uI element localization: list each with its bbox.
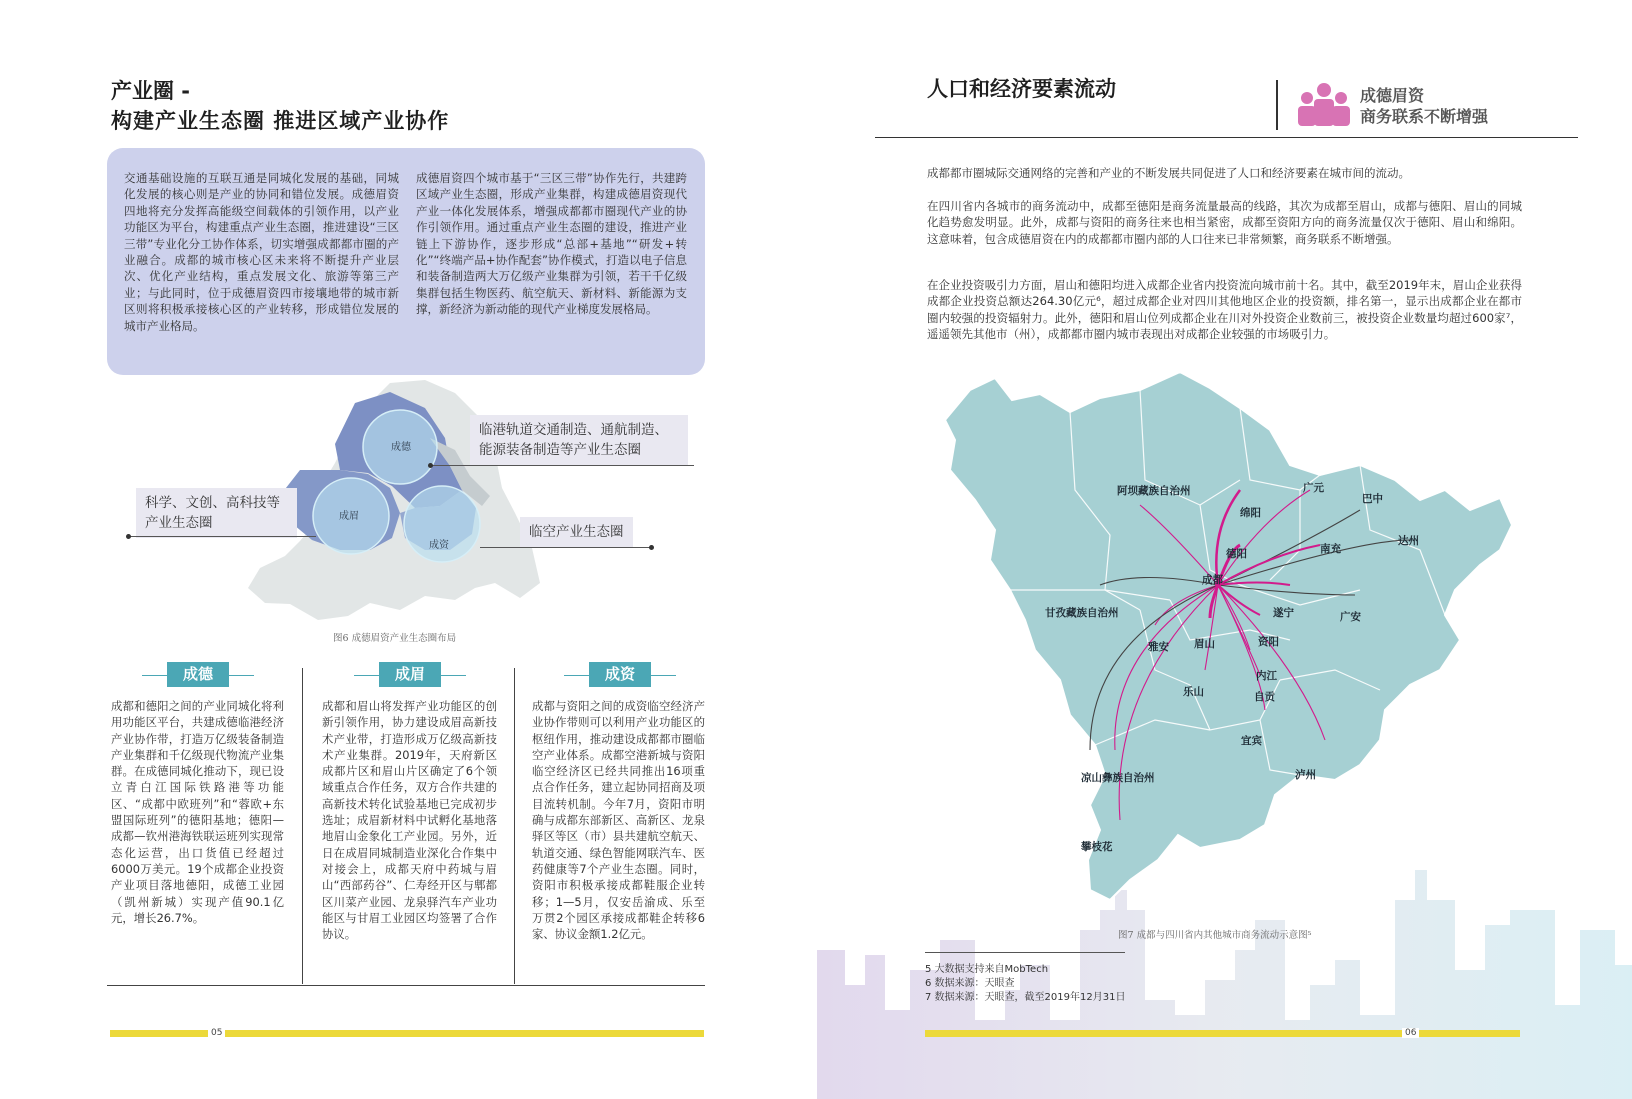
intro-text-col2: 成德眉资四个城市基于“三区三带”协作先行，共建跨区域产业生态圈，形成产业集群，构建成德眉资现代产业一体化发展体系，增强成都都市圈现代产业的协作引领作用。通过重点产业生态圈的建设，推进产业链上下游协作，逐步形成“总部+基地”“研发+转化”“终端产品+协作配套”协作模式，打造以电子信息和装备制造两大万亿级产业集群为引领，若干千亿级集群包括生物医药、航空航天、新材料、新能源为支撑，新经济为新动能的现代产业梯度发展格局。: [416, 171, 687, 317]
map-city: 遂宁: [1273, 607, 1294, 619]
map-city: 资阳: [1258, 636, 1279, 648]
map-label-chengde: 成德: [391, 442, 411, 453]
map-city: 泸州: [1295, 769, 1316, 781]
callout-top-dot: [428, 463, 433, 468]
callout-left: 科学、文创、高科技等产业生态圈: [136, 488, 297, 538]
footnote-3: 7 数据来源：天眼查，截至2019年12月31日: [925, 992, 1126, 1003]
callout-right-dot: [649, 545, 654, 550]
columns-bottom-rule: [107, 985, 705, 986]
right-paragraph-2: 在四川省内各城市的商务流动中，成都至德阳是商务流量最高的线路，其次为成都至眉山，成都与德阳、眉山的同城化趋势愈发明显。此外，成都与资阳的商务往来也相当紧密，成都至资阳方向的商务流量仅次于德阳、眉山和绵阳。这意味着，包含成德眉资在内的成都都市圈内部的人口往来已非常频繁，商务联系不断增强。: [927, 199, 1522, 246]
map-label-chengzi: 成资: [429, 540, 449, 551]
map-city: 南充: [1320, 543, 1341, 555]
right-paragraph-1: 成都都市圈城际交通网络的完善和产业的不断发展共同促进了人口和经济要素在城市间的流动。: [927, 166, 1410, 180]
page-number-right: 06: [1402, 1028, 1419, 1038]
chengmei-text: 成都和眉山将发挥产业功能区的创新引领作用，协力建设成眉高新技术产业带，打造形成万亿级高新技术产业集群。2019年，天府新区成都片区和眉山片区确定了6个领域重点合作任务，双方合作共建的高新技术转化试验基地已完成初步选址；成眉新材料中试孵化基地落地眉山金象化工产业园。另外，近日在成眉同城制造业深化合作集中对接会上，成都天府中药城与眉山“西部药谷”、仁寿经开区与郫都区川菜产业园、龙泉驿汽车产业功能区与甘眉工业园区均签署了合作协议。: [322, 699, 497, 942]
figure6-caption: 图6 成德眉资产业生态圈布局: [333, 633, 457, 644]
map-city: 自贡: [1254, 691, 1275, 703]
chengzi-text: 成都与资阳之间的成资临空经济产业协作带则可以利用产业功能区的枢纽作用，推动建设成都都市圈临空产业体系。成都空港新城与资阳临空经济区已经共同推出16项重点合作任务，建立起协同招商及项目流转机制。今年7月，资阳市明确与成都东部新区、高新区、龙泉驿区等区（市）县共建航空航天、轨道交通、绿色智能网联汽车、医药健康等7个产业生态圈。同时，资阳市积极承接成都鞋服企业转移；1—5月，仅安岳渝成、乐至万贯2个园区承接成都鞋企转移6家、协议金额1.2亿元。: [532, 699, 705, 942]
right-page-title: 人口和经济要素流动: [927, 77, 1116, 101]
chengde-text: 成都和德阳之间的产业同城化将利用功能区平台，共建成德临港经济产业协作带，打造万亿级装备制造产业集群和千亿级现代物流产业集群。在成德同城化推动下，现已设立青白江国际铁路港等功能区、“成都中欧班列”和“蓉欧+东盟国际班列”的德阳基地；德阳—成都—钦州港海铁联运班列实现常态化运营，出口货值已经超过6000万美元。19个成都企业投资产业项目落地德阳，成德工业园（凯州新城）实现产值90.1亿元，增长26.7%。: [111, 699, 284, 925]
map-city: 广安: [1340, 611, 1361, 623]
map-city: 宜宾: [1241, 735, 1262, 747]
map-city: 巴中: [1362, 493, 1383, 505]
callout-left-line: [128, 536, 316, 537]
column-divider-2: [514, 668, 515, 984]
chip-chengde: 成德: [167, 662, 229, 687]
map-center-chengdu: 成都: [1202, 574, 1223, 586]
right-title-rule: [875, 137, 1578, 138]
page-number-left: 05: [208, 1028, 225, 1038]
chip-chengzi: 成资: [589, 662, 651, 687]
callout-left-dot: [126, 534, 131, 539]
map-city: 内江: [1256, 670, 1277, 682]
map-city: 眉山: [1194, 638, 1215, 650]
badge-line1: 成德眉资: [1360, 86, 1425, 105]
people-icon: [1296, 82, 1352, 127]
map-city: 攀枝花: [1081, 841, 1113, 853]
sichuan-flow-map: [940, 370, 1520, 910]
map-city: 达州: [1398, 535, 1419, 547]
map-city: 甘孜藏族自治州: [1045, 607, 1119, 619]
footer-bar-left: [110, 1030, 704, 1037]
page-title-line2: 构建产业生态圈 推进区域产业协作: [111, 109, 450, 133]
column-divider-1: [302, 668, 303, 984]
page-title-line1: 产业圈 -: [111, 79, 191, 103]
callout-top: 临港轨道交通制造、通航制造、能源装备制造等产业生态圈: [470, 415, 688, 465]
map-city: 凉山彝族自治州: [1081, 772, 1155, 784]
map-city: 雅安: [1148, 641, 1169, 653]
map-city: 绵阳: [1240, 507, 1261, 519]
map-city: 广元: [1303, 482, 1324, 494]
footer-bar-right: [925, 1030, 1520, 1037]
badge-line2: 商务联系不断增强: [1360, 107, 1489, 126]
footnote-1: 5 大数据支持来自MobTech: [925, 964, 1049, 975]
footnote-rule: [925, 952, 1125, 953]
map-label-chengmei: 成眉: [339, 511, 359, 522]
map-city: 乐山: [1183, 686, 1204, 698]
title-divider: [1276, 80, 1278, 130]
footnote-2: 6 数据来源：天眼查: [925, 978, 1015, 989]
chip-chengmei: 成眉: [379, 662, 441, 687]
intro-text-col1: 交通基础设施的互联互通是同城化发展的基础，同城化发展的核心则是产业的协同和错位发展。成德眉资四地将充分发挥高能级空间载体的引领作用，以产业功能区为平台，构建重点产业生态圈，推进建设“三区三带”专业化分工协作体系，切实增强成都都市圈的产业融合。成都的城市核心区未来将不断提升产业层次、优化产业结构，重点发展文化、旅游等第三产业；与此同时，位于成德眉资四市接壤地带的城市新区则将积极承接核心区的产业转移，形成错位发展的城市产业格局。: [124, 171, 399, 333]
right-paragraph-3: 在企业投资吸引力方面，眉山和德阳均进入成都企业省内投资流向城市前十名。其中，截至2019年末，眉山企业获得成都企业投资总额达264.30亿元⁶，超过成都企业对四川其他地区企业的投资额，排名第一，显示出成都企业在都市圈内较强的投资辐射力。此外，德阳和眉山位列成都企业在川对外投资企业数前三，被投资企业数量均超过600家⁷，遥遥领先其他市（州），成都都市圈内城市表现出对成都企业较强的市场吸引力。: [927, 278, 1522, 342]
callout-right: 临空产业生态圈: [520, 517, 633, 547]
callout-right-line: [480, 547, 652, 548]
map-city: 阿坝藏族自治州: [1117, 485, 1191, 497]
map-city: 德阳: [1226, 548, 1247, 560]
figure7-caption: 图7 成都与四川省内其他城市商务流动示意图⁵: [1118, 930, 1312, 941]
callout-top-line: [432, 465, 694, 466]
